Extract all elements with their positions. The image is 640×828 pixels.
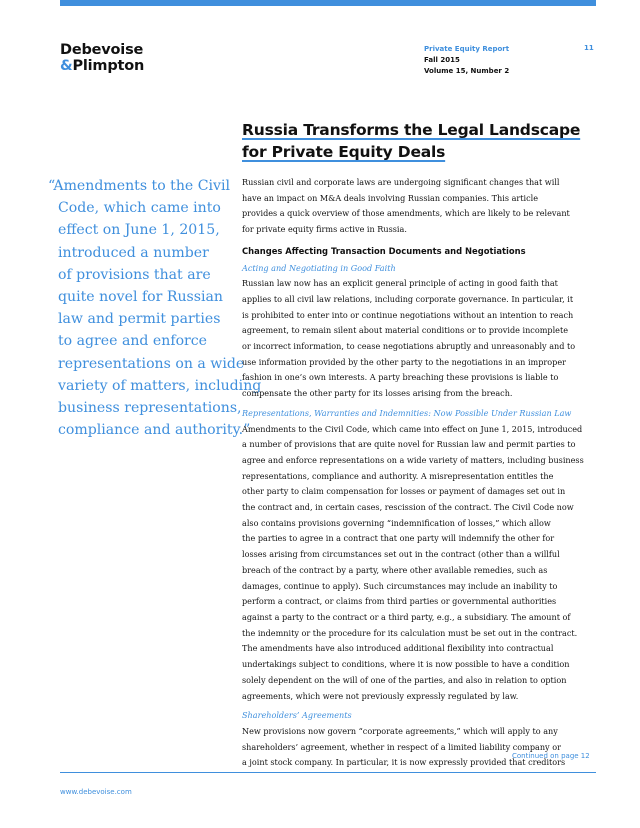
- subheading-good-faith: Acting and Negotiating in Good Faith: [242, 262, 396, 273]
- body-line: undertakings subject to conditions, where it is now possible to have a condition: [242, 659, 570, 670]
- website-link[interactable]: www.debevoise.com: [60, 788, 132, 796]
- firm-logo: [60, 42, 144, 74]
- subheading-shareholders: Shareholders’ Agreements: [242, 710, 352, 721]
- body-line: Russian civil and corporate laws are undergoing significant changes that will: [242, 177, 560, 187]
- report-title: Private Equity Report: [424, 45, 510, 53]
- body-line: representations, compliance and authority. A misrepresentation entitles the: [242, 470, 554, 481]
- logo-ampersand: &: [60, 58, 73, 74]
- article-title: [242, 119, 602, 163]
- body-line: agreement, to remain silent about material conditions or to provide incomplete: [242, 325, 568, 336]
- body-line: Amendments to the Civil Code, which came into effect on June 1, 2015, introduced: [242, 423, 583, 434]
- body-line: provides a quick overview of those amendments, which are likely to be relevant: [242, 208, 570, 219]
- logo-line-2-text: Plimpton: [72, 58, 145, 74]
- body-line: for private equity firms active in Russia.: [242, 224, 407, 235]
- pull-quote-line: to agree and enforce: [58, 333, 208, 350]
- article-body: [242, 175, 598, 771]
- logo-line-2: [60, 58, 144, 74]
- body-line: have an impact on M&A deals involving Russian companies. This article: [242, 192, 539, 203]
- body-line: the indemnity or the procedure for its calculation must be set out in the contract.: [242, 627, 578, 638]
- body-line: The amendments have also introduced additional flexibility into contractual: [242, 643, 554, 654]
- body-line: agreements, which were not previously expressly regulated by law.: [242, 690, 519, 701]
- body-line: also contains provisions governing “indemnification of losses,” which allow: [242, 517, 551, 528]
- body-line: the parties to agree in a contract that one party will indemnify the other for: [242, 533, 555, 544]
- page-number: 11: [584, 44, 594, 52]
- intro-paragraph: [242, 175, 598, 238]
- body-line: a joint stock company. In particular, it is now expressly provided that creditors: [242, 757, 566, 768]
- article-title-line-1: Russia Transforms the Legal Landscape: [242, 121, 581, 139]
- pull-quote-line: effect on June 1, 2015,: [58, 222, 220, 239]
- body-line: agree and enforce representations on a wide variety of matters, including business: [242, 454, 584, 465]
- pull-quote-line: introduced a number: [58, 244, 209, 261]
- logo-line-1: Debevoise: [60, 42, 144, 58]
- body-line: fashion in one’s own interests. A party breaching these provisions is liable to: [242, 372, 559, 383]
- pull-quote-line: of provisions that are: [58, 266, 211, 283]
- body-line: use information provided by the other party to the negotiations in an improper: [242, 356, 566, 367]
- body-line: a number of provisions that are quite novel for Russian law and permit parties to: [242, 439, 576, 450]
- pull-quote-line: compliance and authority.”: [58, 422, 251, 439]
- body-line: compensate the other party for its losses arising from the breach.: [242, 388, 513, 399]
- pull-quote: [48, 175, 262, 441]
- subheading-representations: Representations, Warranties and Indemnities: Now Possible Under Russian Law: [242, 407, 572, 418]
- body-line: is prohibited to enter into or continue negotiations without an intention to reach: [242, 309, 574, 320]
- good-faith-paragraph: [242, 276, 598, 402]
- body-line: the contract and, in certain cases, rescission of the contract. The Civil Code now: [242, 502, 574, 513]
- pull-quote-line: variety of matters, including: [58, 377, 262, 394]
- continued-link[interactable]: Continued on page 12: [512, 752, 590, 760]
- body-line: damages, continue to apply). Such circumstances may include an inability to: [242, 580, 558, 591]
- body-line: Russian law now has an explicit general principle of acting in good faith that: [242, 278, 558, 289]
- body-line: breach of the contract by a party, where other available remedies, such as: [242, 564, 548, 575]
- body-line: New provisions now govern “corporate agreements,” which will apply to any: [242, 725, 558, 736]
- section-heading: Changes Affecting Transaction Documents and Negotiations: [242, 245, 526, 256]
- top-accent-bar: [60, 0, 596, 6]
- pull-quote-line: Code, which came into: [58, 200, 221, 217]
- body-line: solely dependent on the will of one of the parties, and also in relation to option: [242, 674, 567, 685]
- pull-quote-line: “Amendments to the Civil: [48, 178, 230, 194]
- report-info: [424, 44, 509, 77]
- pull-quote-line: representations on a wide: [58, 355, 245, 372]
- pull-quote-line: quite novel for Russian: [58, 289, 224, 306]
- representations-paragraph: [242, 422, 598, 705]
- body-line: shareholders’ agreement, whether in respect of a limited liability company or: [242, 741, 561, 752]
- article-title-line-2: for Private Equity Deals: [242, 143, 446, 161]
- report-issue: Fall 2015: [424, 56, 460, 64]
- body-line: applies to all civil law relations, including corporate governance. In particular, it: [242, 293, 574, 304]
- pull-quote-line: business representations,: [58, 400, 242, 417]
- shareholders-paragraph: [242, 724, 598, 771]
- footer-rule: [60, 772, 596, 773]
- body-line: losses arising from circumstances set out in the contract (other than a willful: [242, 549, 560, 560]
- body-line: other party to claim compensation for losses or payment of damages set out in: [242, 486, 566, 497]
- report-volume: Volume 15, Number 2: [424, 67, 510, 75]
- body-line: perform a contract, or claims from third parties or governmental authorities: [242, 596, 557, 607]
- body-line: or incorrect information, to cease negotiations abruptly and unreasonably and to: [242, 341, 576, 352]
- pull-quote-line: law and permit parties: [58, 311, 221, 328]
- body-line: against a party to the contract or a third party, e.g., a subsidiary. The amount of: [242, 611, 571, 622]
